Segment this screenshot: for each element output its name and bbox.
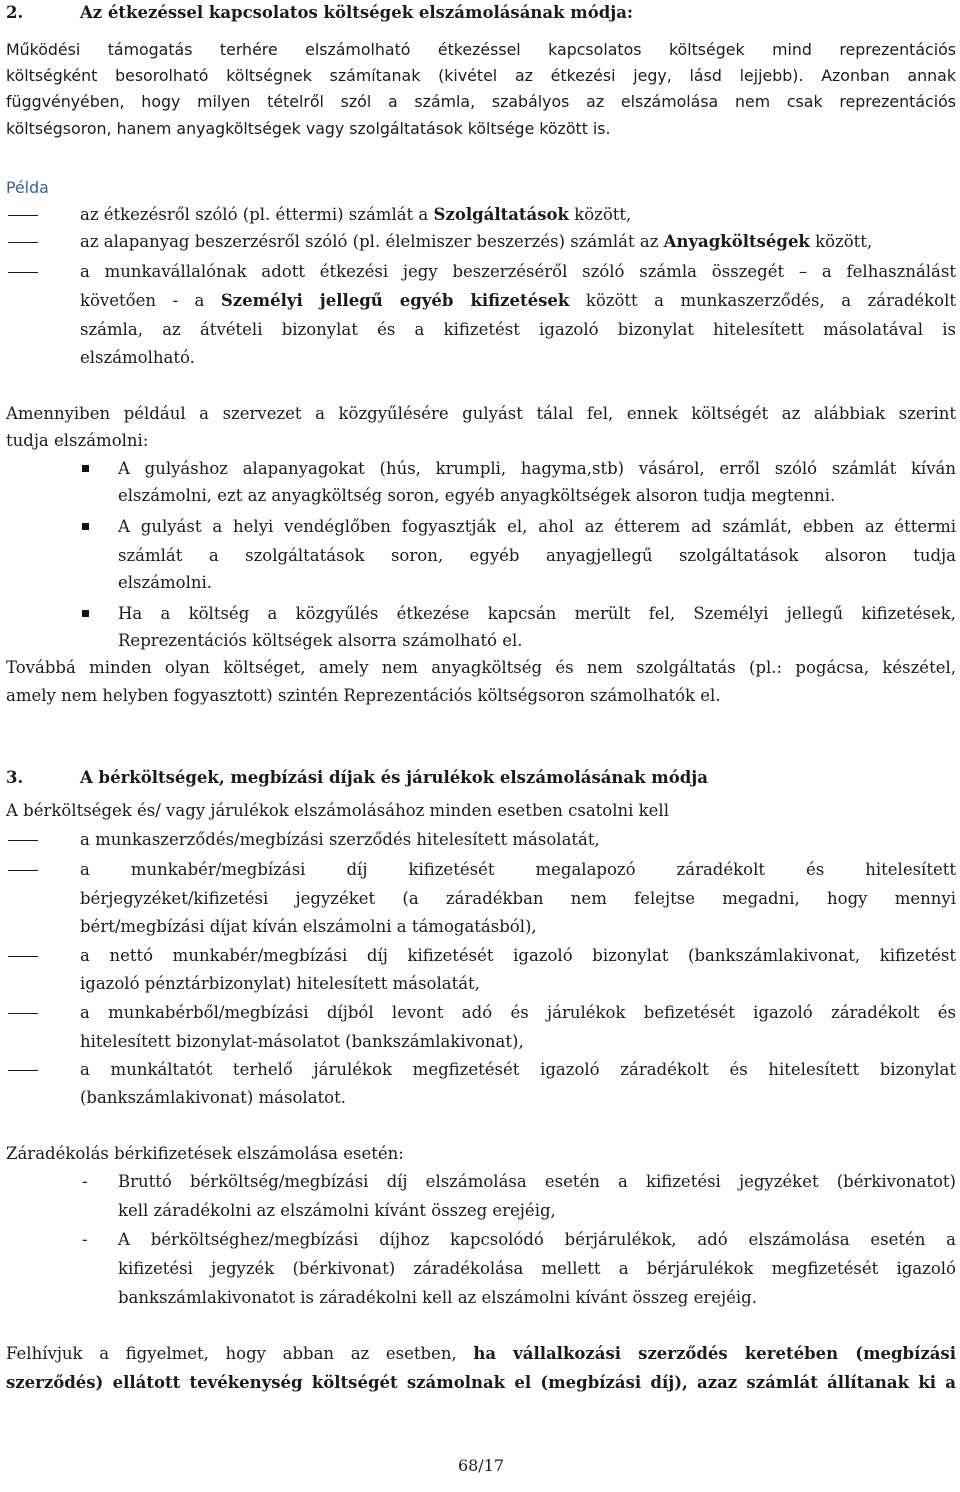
list-text: igazoló pénztárbizonylat) hitelesített másolatát, xyxy=(80,974,480,993)
paragraph-line: költségsoron, hanem anyagköltségek vagy szolgáltatások költsége között is. xyxy=(6,119,611,138)
list-text: (bankszámlakivonat) másolatot. xyxy=(80,1088,346,1107)
bullet-text: A gulyást a helyi vendéglőben fogyasztják el, ahol az étterem ad számlát, ebben az éttermi xyxy=(118,517,956,536)
bullet-text: számlát a szolgáltatások soron, egyéb anyagjellegű szolgáltatások alsoron tudja xyxy=(118,546,956,565)
dash-bullet xyxy=(8,956,38,957)
bullet-text: elszámolni, ezt az anyagköltség soron, egyéb anyagköltségek alsoron tudja megtenni. xyxy=(118,486,836,505)
hyphen-text: bankszámlakivonatot is záradékolni kell az elszámolni kívánt összeg erejéig. xyxy=(118,1288,757,1307)
paragraph-line: költségként besorolható költségnek számítanak (kivétel az étkezési jegy, lásd lejjebb). Azonban annak xyxy=(6,66,956,85)
paragraph-line: Amennyiben például a szervezet a közgyűlésére gulyást tálal fel, ennek költségét az alábbiak szerint xyxy=(6,404,956,423)
example-text: elszámolható. xyxy=(80,348,195,367)
paragraph-line: függvényében, hogy milyen tételről szól a számla, szabályos az elszámolása nem csak reprezentációs xyxy=(6,92,956,111)
bullet-text: A gulyáshoz alapanyagokat (hús, krumpli, hagyma,stb) vásárol, erről szóló számlát kíván xyxy=(118,459,956,478)
dash-bullet xyxy=(8,272,38,273)
dash-bullet xyxy=(8,1070,38,1071)
dash-bullet xyxy=(8,215,38,216)
square-bullet-icon xyxy=(82,523,89,530)
list-text: bérjegyzéket/kifizetési jegyzéket (a záradékban nem felejtse megadni, hogy mennyi xyxy=(80,889,956,908)
list-text: a munkabér/megbízási díj kifizetését megalapozó záradékolt és hitelesített xyxy=(80,860,956,879)
paragraph-line: Továbbá minden olyan költséget, amely nem anyagköltség és nem szolgáltatás (pl.: pogácsa, készétel, xyxy=(6,658,956,677)
example-text: az alapanyag beszerzésről szóló (pl. élelmiszer beszerzés) számlát az Anyagköltségek között, xyxy=(80,232,873,251)
section-number: 3. xyxy=(6,768,24,787)
attention-line: Felhívjuk a figyelmet, hogy abban az esetben, ha vállalkozási szerződés keretében (megbízási xyxy=(6,1344,956,1363)
paragraph-line: tudja elszámolni: xyxy=(6,431,149,450)
bullet-text: Ha a költség a közgyűlés étkezése kapcsán merült fel, Személyi jellegű kifizetések, xyxy=(118,604,956,623)
square-bullet-icon xyxy=(82,610,89,617)
example-text: követően - a Személyi jellegű egyéb kifizetések között a munkaszerződés, a záradékolt xyxy=(80,291,956,310)
list-text: bért/megbízási díjat kíván elszámolni a támogatásból), xyxy=(80,917,537,936)
paragraph-line: Működési támogatás terhére elszámolható étkezéssel kapcsolatos költségek mind reprezentációs xyxy=(6,40,956,59)
bullet-text: Reprezentációs költségek alsorra számolható el. xyxy=(118,631,523,650)
page-number: 68/17 xyxy=(457,1456,505,1475)
paragraph-line: A bérköltségek és/ vagy járulékok elszámolásához minden esetben csatolni kell xyxy=(6,801,669,820)
hyphen-text: Bruttó bérköltség/megbízási díj elszámolása esetén a kifizetési jegyzéket (bérkivonatot) xyxy=(118,1172,956,1191)
square-bullet-icon xyxy=(82,465,89,472)
list-text: a munkaszerződés/megbízási szerződés hitelesített másolatát, xyxy=(80,830,600,849)
paragraph-line: amely nem helyben fogyasztott) szintén Reprezentációs költségsoron számolhatók el. xyxy=(6,686,721,705)
subsection-title: Záradékolás bérkifizetések elszámolása esetén: xyxy=(6,1144,404,1163)
list-text: a munkabérből/megbízási díjból levont adó és járulékok befizetését igazoló záradékolt és xyxy=(80,1003,956,1022)
section-title: A bérköltségek, megbízási díjak és járulékok elszámolásának módja xyxy=(80,768,708,787)
dash-bullet xyxy=(8,870,38,871)
hyphen-bullet: - xyxy=(82,1230,88,1249)
hyphen-text: kifizetési jegyzék (bérkivonat) záradékolása mellett a bérjárulékok megfizetését igazoló xyxy=(118,1259,956,1278)
example-text: a munkavállalónak adott étkezési jegy beszerzéséről szóló számla összegét – a felhasználást xyxy=(80,262,956,281)
attention-line: szerződés) ellátott tevékenység költségét számolnak el (megbízási díj), azaz számlát állítanak ki a xyxy=(6,1373,956,1392)
dash-bullet xyxy=(8,1013,38,1014)
dash-bullet xyxy=(8,242,38,243)
list-text: a munkáltatót terhelő járulékok megfizetését igazoló záradékolt és hitelesített bizonylat xyxy=(80,1060,956,1079)
example-text: az étkezésről szóló (pl. éttermi) számlát a Szolgáltatások között, xyxy=(80,205,632,224)
list-text: hitelesített bizonylat-másolatot (bankszámlakivonat), xyxy=(80,1032,524,1051)
example-text: számla, az átvételi bizonylat és a kifizetést igazoló bizonylat hitelesített másolatával is xyxy=(80,320,956,339)
dash-bullet xyxy=(8,840,38,841)
section-number: 2. xyxy=(6,3,24,22)
section-title: Az étkezéssel kapcsolatos költségek elszámolásának módja: xyxy=(80,3,634,22)
hyphen-bullet: - xyxy=(82,1172,88,1191)
hyphen-text: A bérköltséghez/megbízási díjhoz kapcsolódó bérjárulékok, adó elszámolása esetén a xyxy=(118,1230,956,1249)
example-label: Példa xyxy=(6,178,49,197)
bullet-text: elszámolni. xyxy=(118,573,213,592)
hyphen-text: kell záradékolni az elszámolni kívánt összeg erejéig, xyxy=(118,1201,556,1220)
list-text: a nettó munkabér/megbízási díj kifizetését igazoló bizonylat (bankszámlakivonat, kifizetést xyxy=(80,946,956,965)
